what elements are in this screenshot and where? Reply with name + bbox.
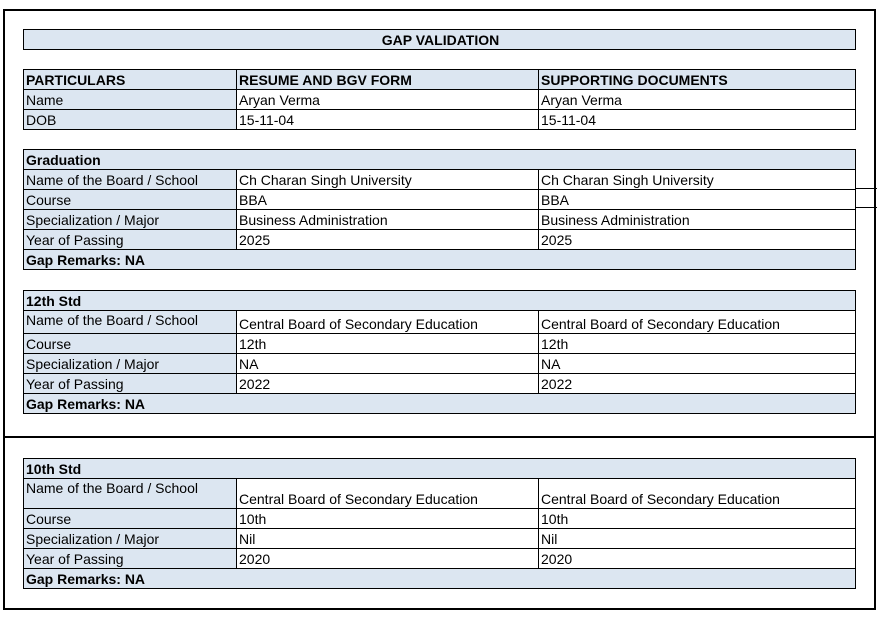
docs-value: 2025	[539, 230, 856, 250]
row-label: Name of the Board / School	[24, 170, 237, 190]
resume-value: Central Board of Secondary Education	[237, 311, 539, 334]
row-label: Course	[24, 190, 237, 210]
row-label: DOB	[24, 110, 237, 130]
row-label: Year of Passing	[24, 374, 237, 394]
table-row	[24, 334, 856, 354]
table-row	[24, 230, 856, 250]
section-divider	[3, 436, 876, 438]
table-row	[24, 190, 856, 210]
row-label: Course	[24, 334, 237, 354]
header-particulars: PARTICULARS	[24, 70, 237, 90]
table-row	[24, 311, 856, 334]
row-label: Name of the Board / School	[24, 311, 237, 334]
resume-value: 2022	[237, 374, 539, 394]
header-docs: SUPPORTING DOCUMENTS	[539, 70, 856, 90]
row-label: Specialization / Major	[24, 354, 237, 374]
table-row	[24, 509, 856, 529]
table-row	[24, 170, 856, 190]
row-label: Course	[24, 509, 237, 529]
docs-value: Central Board of Secondary Education	[539, 479, 856, 509]
resume-value: Central Board of Secondary Education	[237, 479, 539, 509]
header-row	[24, 70, 856, 90]
docs-value: Nil	[539, 529, 856, 549]
table-row	[24, 529, 856, 549]
table-row	[24, 374, 856, 394]
graduation-table	[23, 149, 856, 270]
docs-value: 2022	[539, 374, 856, 394]
docs-value: NA	[539, 354, 856, 374]
resume-value: Nil	[237, 529, 539, 549]
gap-remarks: Gap Remarks: NA	[24, 250, 856, 270]
docs-value: Central Board of Secondary Education	[539, 311, 856, 334]
row-label: Specialization / Major	[24, 529, 237, 549]
row-label: Year of Passing	[24, 230, 237, 250]
docs-value: 2020	[539, 549, 856, 569]
resume-value: 10th	[237, 509, 539, 529]
header-resume: RESUME AND BGV FORM	[237, 70, 539, 90]
table-row	[24, 90, 856, 110]
resume-value: 2020	[237, 549, 539, 569]
docs-value: 10th	[539, 509, 856, 529]
gap-remarks: Gap Remarks: NA	[24, 394, 856, 414]
page-title: GAP VALIDATION	[24, 30, 856, 50]
resume-value: Ch Charan Singh University	[237, 170, 539, 190]
row-label: Name	[24, 90, 237, 110]
resume-value: Business Administration	[237, 210, 539, 230]
resume-value: Aryan Verma	[237, 90, 539, 110]
table-row	[24, 479, 856, 509]
stray-cell-border	[855, 188, 877, 208]
row-label: Year of Passing	[24, 549, 237, 569]
table-row	[24, 210, 856, 230]
table-row	[24, 110, 856, 130]
docs-value: 15-11-04	[539, 110, 856, 130]
std12-table	[23, 290, 856, 414]
resume-value: NA	[237, 354, 539, 374]
section-heading: 10th Std	[24, 459, 856, 479]
resume-value: 12th	[237, 334, 539, 354]
resume-value: BBA	[237, 190, 539, 210]
docs-value: 12th	[539, 334, 856, 354]
row-label: Specialization / Major	[24, 210, 237, 230]
row-label: Name of the Board / School	[24, 479, 237, 509]
table-row	[24, 354, 856, 374]
docs-value: BBA	[539, 190, 856, 210]
title-table	[23, 29, 856, 50]
resume-value: 2025	[237, 230, 539, 250]
docs-value: Aryan Verma	[539, 90, 856, 110]
std10-table	[23, 458, 856, 589]
docs-value: Ch Charan Singh University	[539, 170, 856, 190]
gap-remarks: Gap Remarks: NA	[24, 569, 856, 589]
section-heading: 12th Std	[24, 291, 856, 311]
particulars-table	[23, 69, 856, 130]
docs-value: Business Administration	[539, 210, 856, 230]
resume-value: 15-11-04	[237, 110, 539, 130]
table-row	[24, 549, 856, 569]
section-heading: Graduation	[24, 150, 856, 170]
